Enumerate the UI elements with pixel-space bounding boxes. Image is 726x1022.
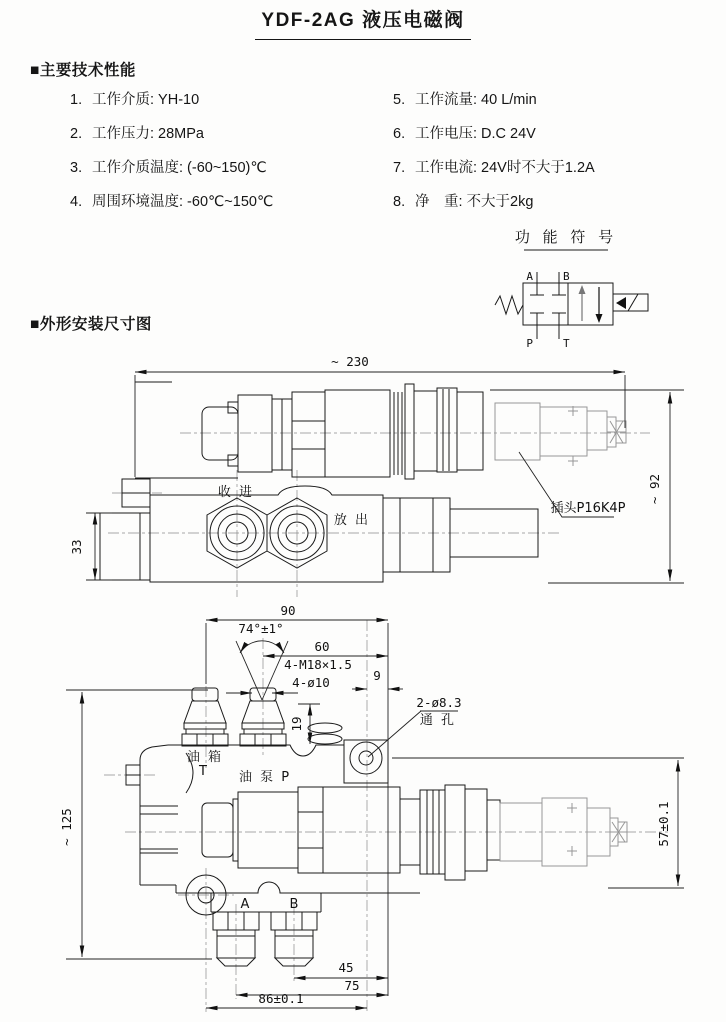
label-pump: 油 泵 P: [238, 770, 292, 785]
spec-number: 8.: [393, 194, 406, 210]
spec-text: 工作电流: 24V时不大于1.2A: [415, 160, 595, 176]
top-view-drawing: [0, 345, 726, 605]
dim-overall-height: ~ 92: [647, 473, 662, 505]
dim-overall-height: ~ 125: [59, 808, 74, 846]
valve-outline: [100, 382, 538, 582]
spec-number: 4.: [70, 194, 83, 210]
spec-item: [70, 192, 273, 213]
specs-heading: ■主要技术性能: [30, 62, 136, 79]
front-view-drawing: [0, 605, 726, 1022]
up-arrow-icon: [579, 285, 586, 294]
flow-arrows: [579, 285, 603, 323]
page-title: [0, 5, 726, 40]
dim-overall-length: ~ 230: [331, 354, 369, 369]
port-t-label: T: [563, 337, 570, 348]
dim-45: 45: [338, 960, 354, 975]
dim-60: 60: [314, 639, 330, 654]
port-p-label: P: [526, 337, 533, 348]
connector-outline: [495, 403, 626, 466]
down-arrow-icon: [596, 314, 603, 323]
solenoid-symbol: [613, 294, 648, 311]
mounting-pad: [344, 740, 388, 783]
port-b-label: B: [563, 270, 570, 283]
label-tank: 油 箱: [186, 750, 224, 765]
spec-number: 2.: [70, 126, 83, 142]
page-title-text: YDF-2AG 液压电磁阀: [255, 5, 470, 40]
dim-9: 9: [373, 668, 381, 683]
valve-symbol: [495, 272, 648, 339]
spec-number: 1.: [70, 92, 83, 108]
label-port-in: 收 进: [217, 485, 255, 500]
spec-item: [393, 158, 595, 179]
spec-text: 周围环境温度: -60℃~150℃: [92, 194, 274, 210]
function-symbol-title: 功 能 符 号: [514, 228, 618, 246]
spec-text: 净 重: 不大于2kg: [415, 194, 534, 210]
tank-fitting: [182, 688, 228, 746]
spec-text: 工作流量: 40 L/min: [415, 92, 537, 108]
dim-bracket-height: 33: [69, 539, 84, 555]
dim-57: 57±0.1: [656, 801, 671, 847]
spec-item: [70, 158, 273, 179]
label-port-a: A: [240, 897, 252, 912]
spec-text: 工作电压: D.C 24V: [415, 126, 536, 142]
spec-text: 工作介质: YH-10: [92, 92, 200, 108]
hole-callout-type: 通 孔: [419, 713, 457, 728]
dim-thread: 4-M18×1.5: [284, 657, 352, 672]
spec-number: 6.: [393, 126, 406, 142]
hole-leader-line: [368, 711, 421, 757]
spec-number: 7.: [393, 160, 406, 176]
specs-left-column: [70, 90, 273, 226]
dim-bore: 4-ø10: [292, 675, 330, 690]
dim-86: 86±0.1: [258, 991, 304, 1006]
label-plug-type: 插头P16K4P: [550, 501, 626, 516]
spec-item: [393, 192, 595, 213]
dim-19: 19: [289, 716, 304, 732]
spec-number: 3.: [70, 160, 83, 176]
drawing-heading: ■外形安装尺寸图: [30, 316, 152, 333]
label-port-out: 放 出: [333, 513, 371, 528]
spec-item: [70, 90, 273, 111]
spring-symbol: [495, 296, 523, 314]
specs-right-column: [393, 90, 595, 226]
hole-callout-size: 2-ø8.3: [416, 695, 462, 710]
spec-text: 工作介质温度: (-60~150)℃: [92, 160, 267, 176]
label-tank-port: T: [199, 764, 209, 779]
spec-text: 工作压力: 28MPa: [92, 126, 204, 142]
solenoid-arrow-icon: [616, 297, 626, 309]
centerlines: [104, 620, 668, 1012]
port-a-label: A: [526, 270, 533, 283]
spec-item: [393, 124, 595, 145]
spec-number: 5.: [393, 92, 406, 108]
spec-item: [70, 124, 273, 145]
dim-75: 75: [344, 978, 360, 993]
dim-90: 90: [280, 605, 296, 618]
function-symbol-diagram: [480, 218, 726, 348]
spec-item: [393, 90, 595, 111]
dim-cone-angle: 74°±1°: [238, 621, 284, 636]
label-port-b: B: [289, 897, 301, 912]
manifold-outline: [126, 688, 500, 966]
